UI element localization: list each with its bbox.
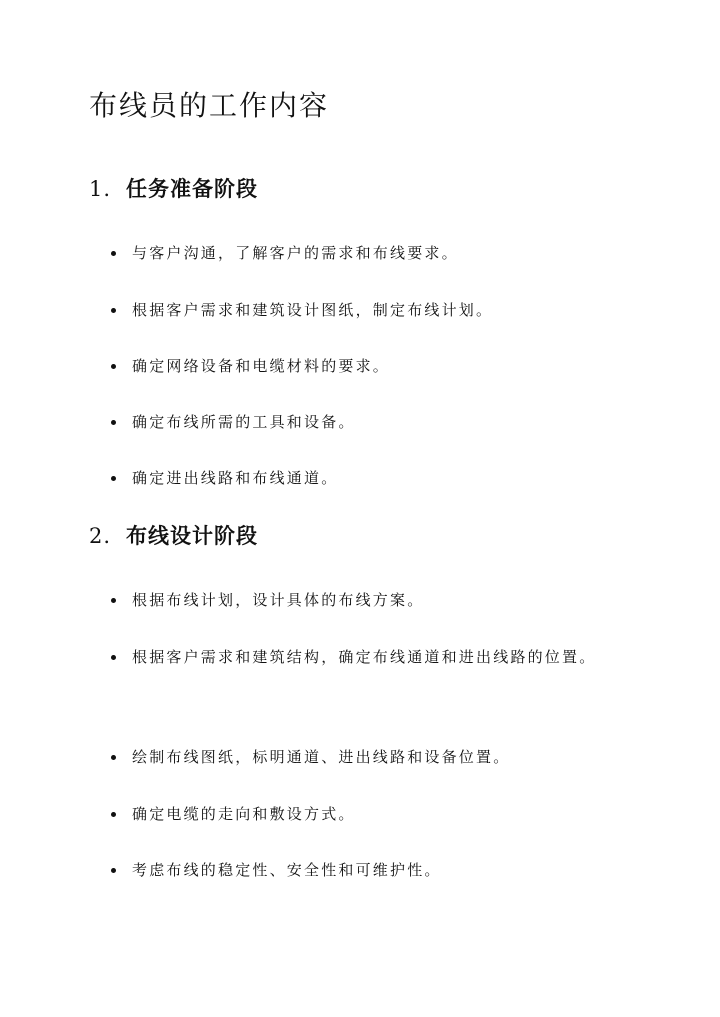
list-item-text: 考虑布线的稳定性、安全性和可维护性。 [132,861,442,879]
section-heading-2 [89,521,258,551]
list-item [111,792,631,837]
list-item-text: 确定布线所需的工具和设备。 [132,413,356,431]
bullet-icon [111,812,116,817]
list-item [111,848,631,893]
bullet-icon [111,364,116,369]
document-title: 布线员的工作内容 [89,89,330,122]
list-item-text: 确定网络设备和电缆材料的要求。 [132,357,391,375]
list-item-text: 与客户沟通，了解客户的需求和布线要求。 [132,244,459,262]
section-title: 布线设计阶段 [126,523,258,548]
list-item [111,400,631,445]
list-item [111,231,631,276]
list-item-text: 确定进出线路和布线通道。 [132,469,339,487]
list-item-text: 根据布线计划，设计具体的布线方案。 [132,591,425,609]
bullet-icon [111,598,116,603]
list-item [111,735,631,780]
section-heading-1 [89,174,258,204]
list-item-text: 确定电缆的走向和敷设方式。 [132,805,356,823]
list-item-text: 绘制布线图纸，标明通道、进出线路和设备位置。 [132,748,511,766]
bullet-icon [111,308,116,313]
list-item [111,635,631,680]
section-number: 2. [89,524,112,548]
section-title: 任务准备阶段 [126,176,258,201]
bullet-icon [111,755,116,760]
bullet-icon [111,655,116,660]
bullet-icon [111,420,116,425]
section-number: 1. [89,177,112,201]
bullet-icon [111,868,116,873]
bullet-icon [111,251,116,256]
list-item [111,288,631,333]
bullet-icon [111,476,116,481]
list-item-text: 根据客户需求和建筑结构，确定布线通道和进出线路的位置。 [132,648,597,666]
list-item [111,344,631,389]
list-item [111,456,631,501]
list-item-text: 根据客户需求和建筑设计图纸，制定布线计划。 [132,301,494,319]
list-item [111,578,631,623]
